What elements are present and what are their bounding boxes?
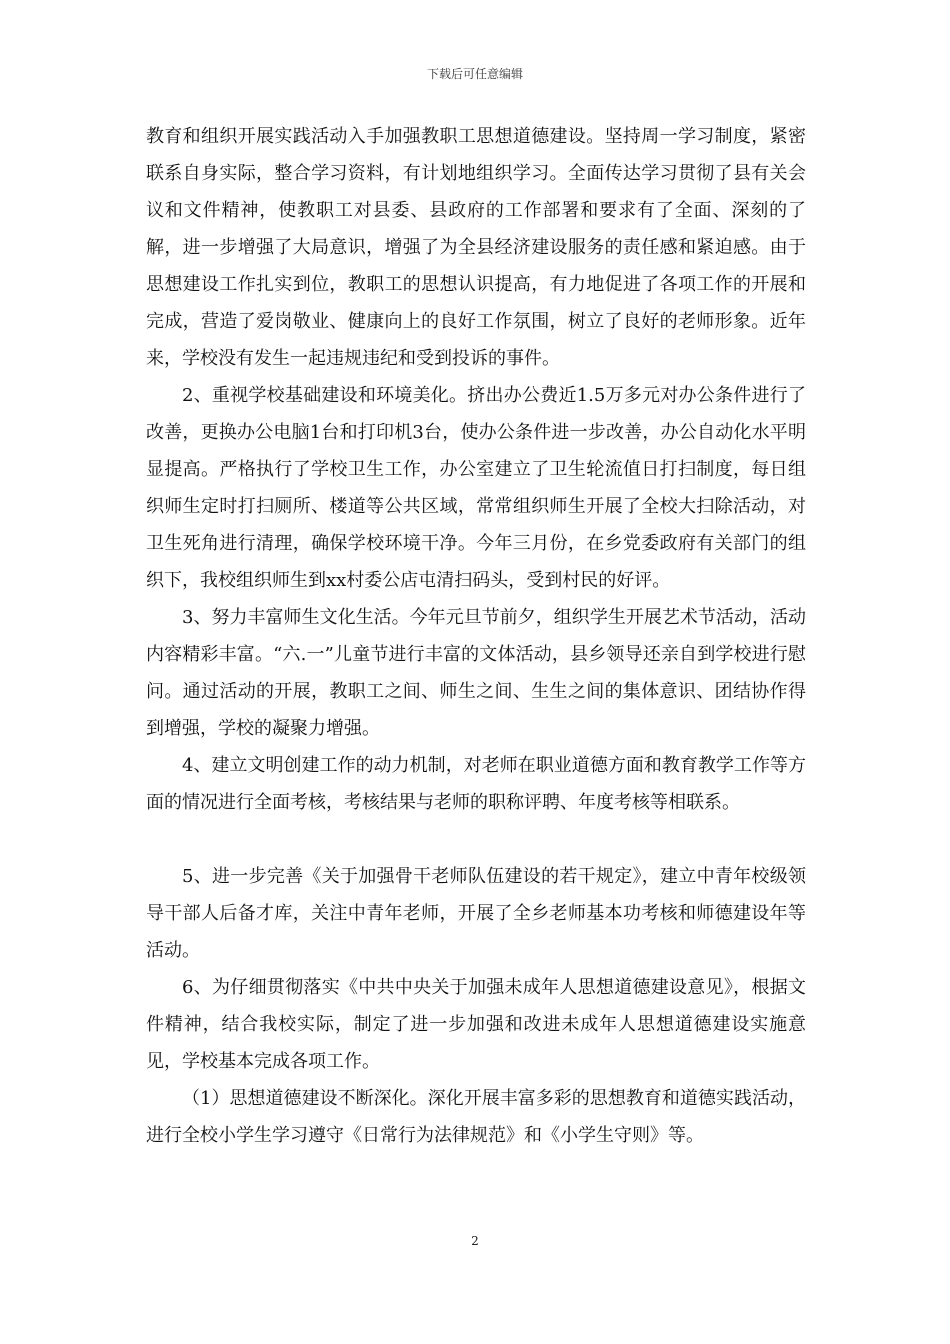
page-number: 2 [471, 1234, 479, 1248]
page-header: 下载后可任意编辑 [426, 67, 523, 81]
paragraph-item-4: 4、建立文明创建工作的动力机制，对老师在职业道德方面和教育教学工作等方面的情况进行全面考核，考核结果与老师的职称评聘、年度考核等相联系。 [146, 755, 806, 813]
paragraph-continuation: 教育和组织开展实践活动入手加强教职工思想道德建设。坚持周一学习制度，紧密联系自身实际，整合学习资料，有计划地组织学习。全面传达学习贯彻了县有关会议和文件精神，使教职工对县委、县政府的工作部署和要求有了全面、深刻的了解，进一步增强了大局意识，增强了为全县经济建设服务的责任感和紧迫感。由于思想建设工作扎实到位，教职工的思想认识提高，有力地促进了各项工作的开展和完成，营造了爱岗敬业、健康向上的良好工作氛围，树立了良好的老师形象。近年来，学校没有发生一起违规违纪和受到投诉的事件。 [146, 126, 806, 369]
blank-line [146, 821, 806, 858]
paragraph-subitem-1: （1）思想道德建设不断深化。深化开展丰富多彩的思想教育和道德实践活动，进行全校小学生学习遵守《日常行为法律规范》和《小学生守则》等。 [146, 1088, 806, 1146]
document-body [146, 118, 806, 1154]
paragraph-item-6: 6、为仔细贯彻落实《中共中央关于加强未成年人思想道德建设意见》，根据文件精神，结合我校实际，制定了进一步加强和改进未成年人思想道德建设实施意见，学校基本完成各项工作。 [146, 977, 806, 1072]
paragraph-item-2: 2、重视学校基础建设和环境美化。挤出办公费近1.5万多元对办公条件进行了改善，更换办公电脑1台和打印机3台，使办公条件进一步改善，办公自动化水平明显提高。严格执行了学校卫生工作，办公室建立了卫生轮流值日打扫制度，每日组织师生定时打扫厕所、楼道等公共区域，常常组织师生开展了全校大扫除活动，对卫生死角进行清理，确保学校环境干净。今年三月份，在乡党委政府有关部门的组织下，我校组织师生到xx村委公店屯清扫码头，受到村民的好评。 [146, 385, 806, 591]
paragraph-item-5: 5、进一步完善《关于加强骨干老师队伍建设的若干规定》，建立中青年校级领导干部人后备才库，关注中青年老师，开展了全乡老师基本功考核和师德建设年等活动。 [146, 866, 806, 961]
paragraph-item-3: 3、努力丰富师生文化生活。今年元旦节前夕，组织学生开展艺术节活动，活动内容精彩丰富。“六.一”儿童节进行丰富的文体活动，县乡领导还亲自到学校进行慰问。通过活动的开展，教职工之间、师生之间、生生之间的集体意识、团结协作得到增强，学校的凝聚力增强。 [146, 607, 806, 739]
